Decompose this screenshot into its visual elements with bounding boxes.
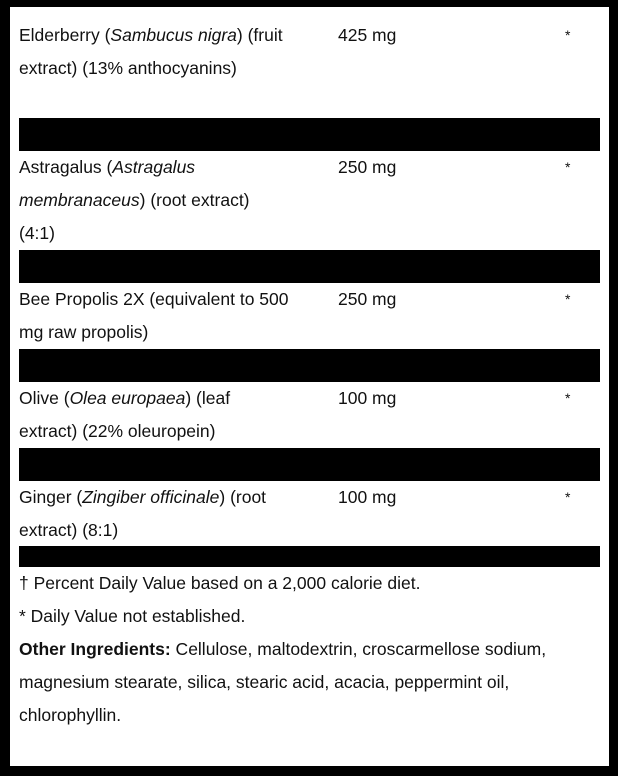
ingredient-daily-value: * (565, 291, 571, 307)
ingredient-name-suffix: ) (root extract) (8:1) (19, 487, 267, 540)
ingredient-name (19, 151, 289, 250)
ingredient-name-prefix: Olive ( (19, 388, 70, 408)
ingredient-daily-value: * (565, 489, 571, 505)
ingredient-latin-name: Astragalus membranaceus (19, 157, 196, 210)
ingredient-name-suffix: ) (leaf extract) (22% oleuropein) (19, 388, 231, 441)
ingredient-daily-value: * (565, 27, 571, 43)
row-divider (19, 448, 600, 481)
row-divider (19, 250, 600, 283)
ingredient-amount: 250 mg (338, 157, 397, 177)
ingredient-latin-name: Olea europaea (69, 388, 186, 408)
ingredient-name (19, 481, 289, 547)
ingredient-amount: 250 mg (338, 289, 397, 309)
row-divider (19, 349, 600, 382)
daily-value-not-established-note: * Daily Value not established. (19, 606, 246, 626)
ingredient-name-prefix: Astragalus ( (19, 157, 113, 177)
ingredient-amount: 100 mg (338, 388, 397, 408)
ingredient-name-prefix: Elderberry ( (19, 25, 111, 45)
ingredient-name-suffix: ) (fruit extract) (13% anthocyanins) (19, 25, 283, 78)
row-divider (19, 546, 600, 567)
other-ingredients-label: Other Ingredients: (19, 639, 171, 659)
ingredient-amount: 100 mg (338, 487, 397, 507)
ingredient-daily-value: * (565, 390, 571, 406)
ingredient-name-suffix: ) (root extract) (4:1) (19, 190, 250, 243)
ingredient-name (19, 19, 289, 85)
ingredient-name (19, 382, 289, 448)
ingredient-name (19, 283, 289, 349)
ingredient-amount: 425 mg (338, 25, 397, 45)
ingredient-name-prefix: Ginger ( (19, 487, 83, 507)
percent-daily-value-note: † Percent Daily Value based on a 2,000 calorie diet. (19, 573, 421, 593)
other-ingredients (19, 633, 609, 732)
other-ingredients-text: Cellulose, maltodextrin, croscarmellose sodium, magnesium stearate, silica, stearic acid, acacia, peppermint oil, chlorophyllin. (19, 639, 547, 725)
supplement-facts-panel (10, 7, 609, 766)
ingredient-latin-name: Zingiber officinale (82, 487, 220, 507)
ingredient-daily-value: * (565, 159, 571, 175)
ingredient-name-prefix: Bee Propolis 2X (equivalent to 500 mg raw propolis) (19, 289, 289, 342)
ingredient-latin-name: Sambucus nigra (110, 25, 237, 45)
footnotes (19, 567, 609, 732)
row-divider (19, 118, 600, 151)
